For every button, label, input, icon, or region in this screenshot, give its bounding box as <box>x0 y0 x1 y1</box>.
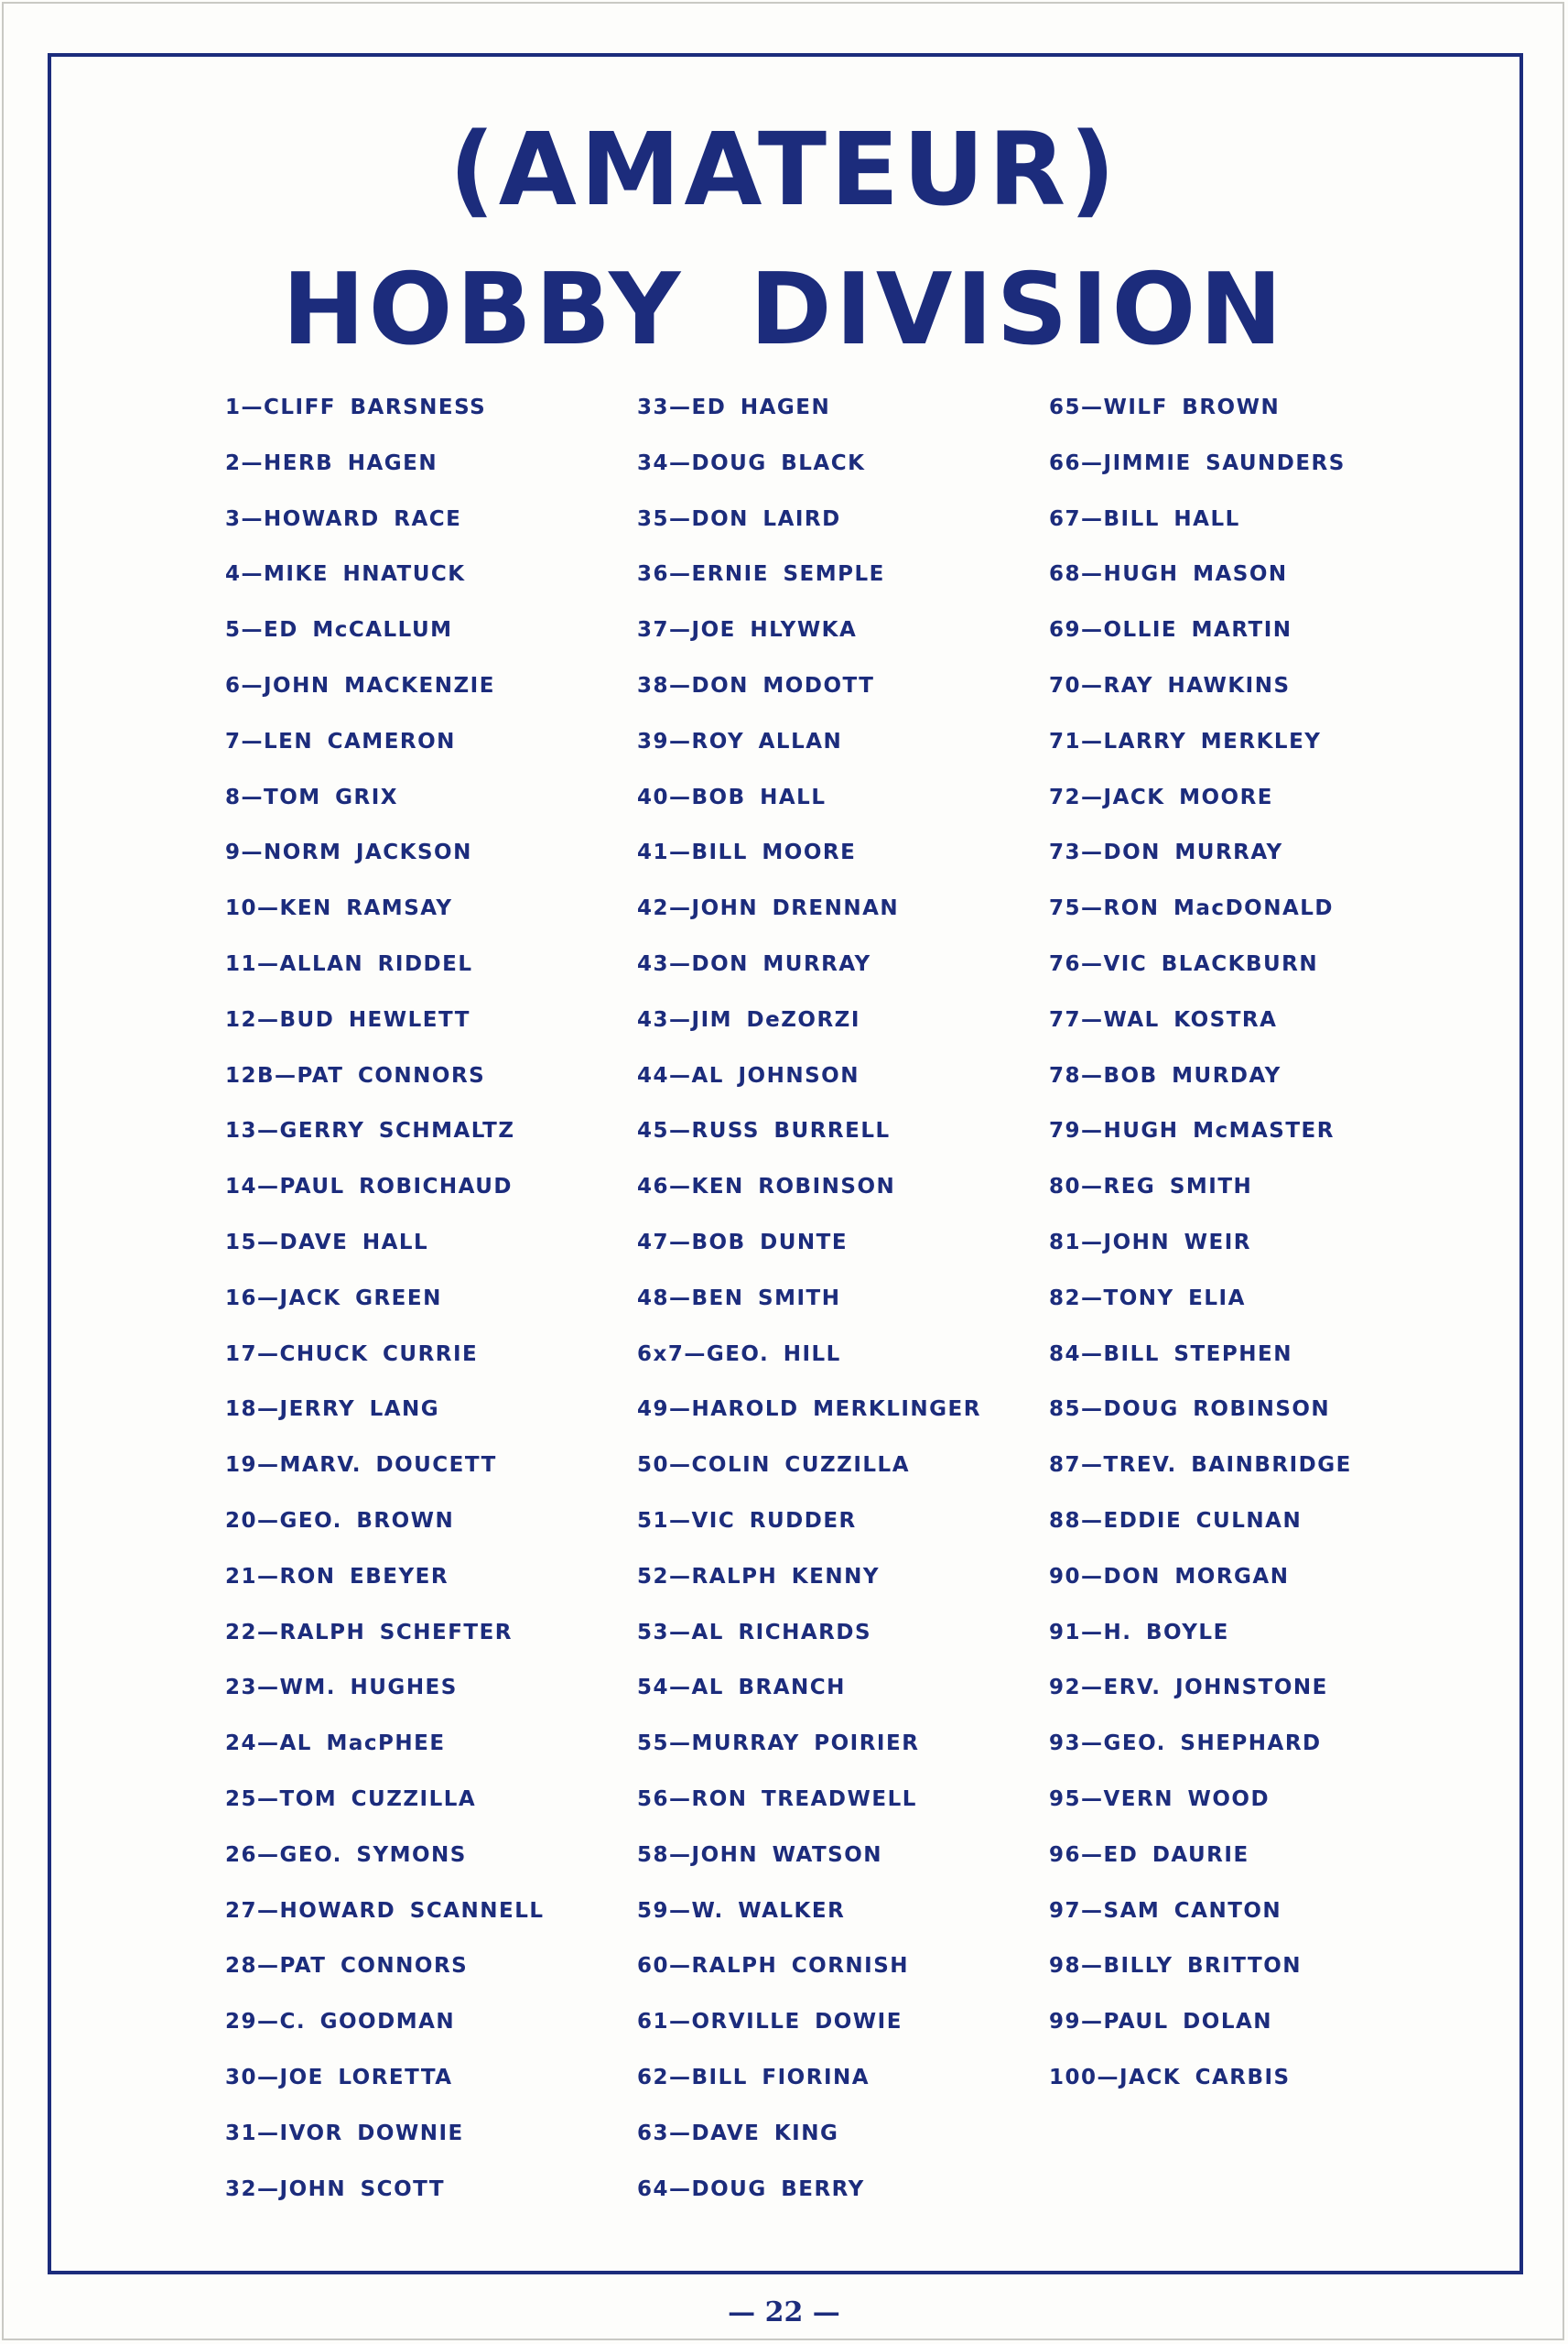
entrant-column-2 <box>637 389 981 2226</box>
entrant-list-item: 11—ALLAN RIDDEL <box>225 951 473 976</box>
entrant-column-3 <box>1049 389 1352 2115</box>
entrant-list-item: 26—GEO. SYMONS <box>225 1842 467 1867</box>
entrant-list-item: 19—MARV. DOUCETT <box>225 1453 497 1478</box>
entrant-list-item: 27—HOWARD SCANNELL <box>225 1898 545 1923</box>
entrant-list-item: 81—JOHN WEIR <box>1049 1230 1251 1254</box>
entrant-list-item: 16—JACK GREEN <box>225 1286 442 1310</box>
entrant-list-item: 17—CHUCK CURRIE <box>225 1341 479 1366</box>
entrant-list-item: 35—DON LAIRD <box>637 506 841 531</box>
entrant-list-item: 66—JIMMIE SAUNDERS <box>1049 450 1346 475</box>
entrant-list-item: 30—JOE LORETTA <box>225 2065 453 2089</box>
entrant-list-item: 69—OLLIE MARTIN <box>1049 618 1292 643</box>
entrant-list-item: 55—MURRAY POIRIER <box>637 1731 920 1756</box>
entrant-list-item: 65—WILF BROWN <box>1049 396 1281 419</box>
entrant-list-item: 8—TOM GRIX <box>225 785 399 809</box>
entrant-list-item: 68—HUGH MASON <box>1049 562 1288 587</box>
entrant-list-item: 47—BOB DUNTE <box>637 1230 849 1254</box>
entrant-list-item: 43—JIM DeZORZI <box>637 1007 860 1032</box>
entrant-list-item: 84—BILL STEPHEN <box>1049 1341 1292 1366</box>
entrant-list-item: 12B—PAT CONNORS <box>225 1063 486 1088</box>
entrant-list-item: 6—JOHN MACKENZIE <box>225 673 495 698</box>
entrant-list-item: 44—AL JOHNSON <box>637 1063 860 1088</box>
entrant-list-item: 52—RALPH KENNY <box>637 1564 880 1589</box>
entrant-list-item: 78—BOB MURDAY <box>1049 1063 1281 1088</box>
entrant-list-item: 62—BILL FIORINA <box>637 2065 871 2089</box>
entrant-list-item: 10—KEN RAMSAY <box>225 896 453 921</box>
entrant-list-item: 13—GERRY SCHMALTZ <box>225 1119 515 1144</box>
entrant-list-item: 36—ERNIE SEMPLE <box>637 562 885 587</box>
entrant-list-item: 73—DON MURRAY <box>1049 841 1283 865</box>
entrant-list-item: 58—JOHN WATSON <box>637 1842 883 1867</box>
entrant-list-item: 67—BILL HALL <box>1049 506 1240 531</box>
entrant-list-item: 88—EDDIE CULNAN <box>1049 1508 1303 1533</box>
entrant-list-item: 54—AL BRANCH <box>637 1676 846 1700</box>
entrant-list-item: 98—BILLY BRITTON <box>1049 1954 1302 1979</box>
entrant-list-item: 45—RUSS BURRELL <box>637 1119 891 1144</box>
entrant-list-item: 46—KEN ROBINSON <box>637 1175 896 1199</box>
entrant-list-item: 95—VERN WOOD <box>1049 1786 1271 1811</box>
entrant-list-item: 100—JACK CARBIS <box>1049 2065 1291 2089</box>
entrant-list-item: 38—DON MODOTT <box>637 673 875 698</box>
page-title-amateur: (AMATEUR) <box>449 111 1119 228</box>
entrant-list-item: 5—ED McCALLUM <box>225 618 453 643</box>
entrant-list-item: 39—ROY ALLAN <box>637 729 843 754</box>
entrant-list-item: 41—BILL MOORE <box>637 841 857 865</box>
entrant-list-item: 70—RAY HAWKINS <box>1049 673 1291 698</box>
entrant-list-item: 7—LEN CAMERON <box>225 729 456 754</box>
entrant-list-item: 51—VIC RUDDER <box>637 1508 857 1533</box>
entrant-list-item: 9—NORM JACKSON <box>225 841 472 865</box>
entrant-list-item: 21—RON EBEYER <box>225 1564 449 1589</box>
entrant-list-item: 33—ED HAGEN <box>637 396 831 419</box>
entrant-list-item: 60—RALPH CORNISH <box>637 1954 910 1979</box>
entrant-list-item: 77—WAL KOSTRA <box>1049 1007 1278 1032</box>
entrant-column-1 <box>225 389 545 2226</box>
entrant-list-item: 93—GEO. SHEPHARD <box>1049 1731 1322 1756</box>
entrant-list-item: 12—BUD HEWLETT <box>225 1007 470 1032</box>
entrant-list-item: 56—RON TREADWELL <box>637 1786 917 1811</box>
entrant-list-item: 71—LARRY MERKLEY <box>1049 729 1322 754</box>
page-number: — 22 — <box>728 2296 840 2328</box>
entrant-list-item: 61—ORVILLE DOWIE <box>637 2010 903 2035</box>
entrant-list-item: 20—GEO. BROWN <box>225 1508 455 1533</box>
entrant-list-item: 80—REG SMITH <box>1049 1175 1253 1199</box>
entrant-list-item: 53—AL RICHARDS <box>637 1620 872 1644</box>
entrant-list-item: 72—JACK MOORE <box>1049 785 1273 809</box>
entrant-list-item: 1—CLIFF BARSNESS <box>225 396 487 419</box>
entrant-list-item: 31—IVOR DOWNIE <box>225 2121 464 2145</box>
entrant-list-item: 79—HUGH McMASTER <box>1049 1119 1335 1144</box>
entrant-list-item: 22—RALPH SCHEFTER <box>225 1620 514 1644</box>
entrant-list-item: 49—HAROLD MERKLINGER <box>637 1397 981 1422</box>
entrant-list-item: 23—WM. HUGHES <box>225 1676 458 1700</box>
entrant-list-item: 90—DON MORGAN <box>1049 1564 1290 1589</box>
entrant-list-item: 28—PAT CONNORS <box>225 1954 469 1979</box>
entrant-list-item: 42—JOHN DRENNAN <box>637 896 900 921</box>
entrant-list-item: 37—JOE HLYWKA <box>637 618 858 643</box>
entrant-list-item: 3—HOWARD RACE <box>225 506 462 531</box>
page-title-hobby-division: HOBBY DIVISION <box>282 253 1286 367</box>
entrant-list-item: 76—VIC BLACKBURN <box>1049 951 1319 976</box>
entrant-list-item: 64—DOUG BERRY <box>637 2176 865 2201</box>
entrant-list-item: 97—SAM CANTON <box>1049 1898 1282 1923</box>
entrant-list-item: 85—DOUG ROBINSON <box>1049 1397 1331 1422</box>
entrant-list-item: 59—W. WALKER <box>637 1898 846 1923</box>
entrant-list-item: 6x7—GEO. HILL <box>637 1341 841 1366</box>
entrant-list-item: 99—PAUL DOLAN <box>1049 2010 1273 2035</box>
entrant-list-item: 82—TONY ELIA <box>1049 1286 1246 1310</box>
entrant-list-item: 14—PAUL ROBICHAUD <box>225 1175 514 1199</box>
entrant-list-item: 32—JOHN SCOTT <box>225 2176 446 2201</box>
entrant-list-item: 96—ED DAURIE <box>1049 1842 1249 1867</box>
entrant-list-item: 87—TREV. BAINBRIDGE <box>1049 1453 1352 1478</box>
entrant-list-item: 2—HERB HAGEN <box>225 450 438 475</box>
entrant-list-item: 92—ERV. JOHNSTONE <box>1049 1676 1328 1700</box>
entrant-list-item: 40—BOB HALL <box>637 785 827 809</box>
entrant-list-item: 25—TOM CUZZILLA <box>225 1786 477 1811</box>
entrant-list-item: 63—DAVE KING <box>637 2121 839 2145</box>
entrant-list-item: 34—DOUG BLACK <box>637 450 866 475</box>
entrant-list-item: 75—RON MacDONALD <box>1049 896 1335 921</box>
entrant-list-item: 48—BEN SMITH <box>637 1286 841 1310</box>
entrant-list-item: 50—COLIN CUZZILLA <box>637 1453 910 1478</box>
entrant-list-item: 4—MIKE HNATUCK <box>225 562 466 587</box>
entrant-list-item: 91—H. BOYLE <box>1049 1620 1229 1644</box>
entrant-list-item: 43—DON MURRAY <box>637 951 871 976</box>
entrant-list-item: 15—DAVE HALL <box>225 1230 429 1254</box>
entrant-list-item: 24—AL MacPHEE <box>225 1731 446 1756</box>
entrant-list-item: 18—JERRY LANG <box>225 1397 440 1422</box>
entrant-list-item: 29—C. GOODMAN <box>225 2010 456 2035</box>
